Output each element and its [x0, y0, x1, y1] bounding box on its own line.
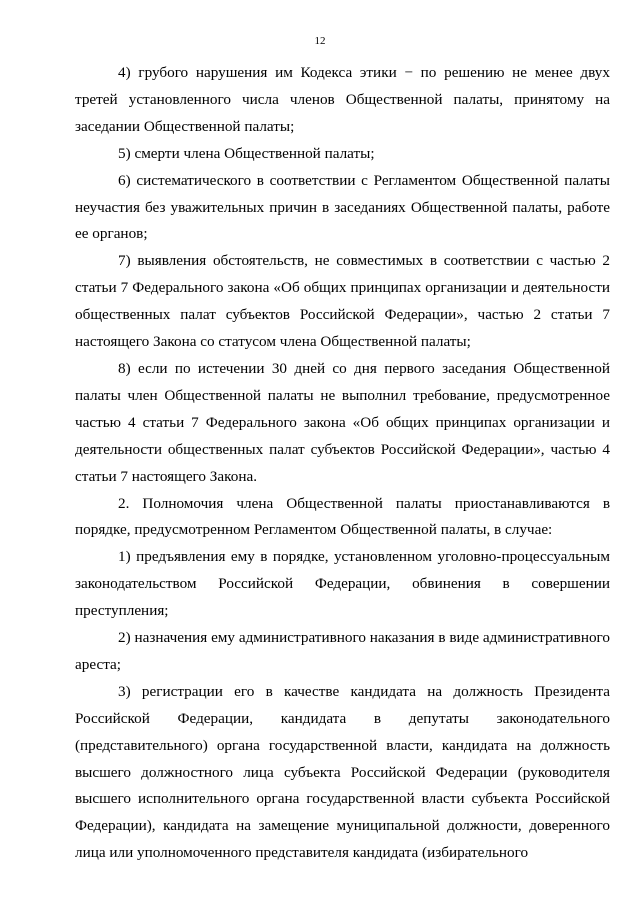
paragraph-item-4-code-of-ethics: 4) грубого нарушения им Кодекса этики − по решению не менее двух третей установленного числа членов Общественной палаты, принятому на заседании Общественной палаты; — [75, 64, 610, 135]
paragraph-section-2-suspension: 2. Полномочия члена Общественной палаты приостанавливаются в порядке, предусмотренном Регламентом Общественной палаты, в случае: — [75, 494, 610, 539]
paragraph-suspension-3-candidate-registration: 3) регистрации его в качестве кандидата на должность Президента Российской Федерации, кандидата в депутаты законодательного (представительного) органа государственной власти, кандидата на должность высшего должностного лица субъекта Российской Федерации (руководителя высшего исполнительного органа государственной власти субъекта Российской Федерации), кандидата на замещение муниципальной должности, доверенного лица или уполномоченного представителя кандидата (избирательного — [75, 682, 610, 862]
paragraph-item-6-non-participation: 6) систематического в соответствии с Регламентом Общественной палаты неучастия без уважительных причин в заседаниях Общественной палаты, работе ее органов; — [75, 171, 610, 243]
paragraph-item-8-requirement-not-met: 8) если по истечении 30 дней со дня первого заседания Общественной палаты член Общественной палаты не выполнил требование, предусмотренное частью 4 статьи 7 Федерального закона «Об общих принципах организации и деятельности общественных палат субъектов Российской Федерации», частью 4 статьи 7 настоящего Закона. — [75, 359, 610, 485]
paragraph-suspension-1-indictment: 1) предъявления ему в порядке, установленном уголовно-процессуальным законодательством Российской Федерации, обвинения в совершении преступления; — [75, 548, 610, 620]
document-body — [75, 60, 610, 867]
page-number: 12 — [314, 35, 326, 47]
paragraph-item-7-incompatible-circumstances: 7) выявления обстоятельств, не совместимых в соответствии с частью 2 статьи 7 Федерального закона «Об общих принципах организации и деятельности общественных палат субъектов Российской Федерации», частью 2 статьи 7 настоящего Закона со статусом члена Общественной палаты; — [75, 252, 610, 351]
paragraph-item-5-death: 5) смерти члена Общественной палаты; — [118, 144, 375, 162]
paragraph-suspension-2-arrest: 2) назначения ему административного наказания в виде административного ареста; — [75, 629, 610, 673]
